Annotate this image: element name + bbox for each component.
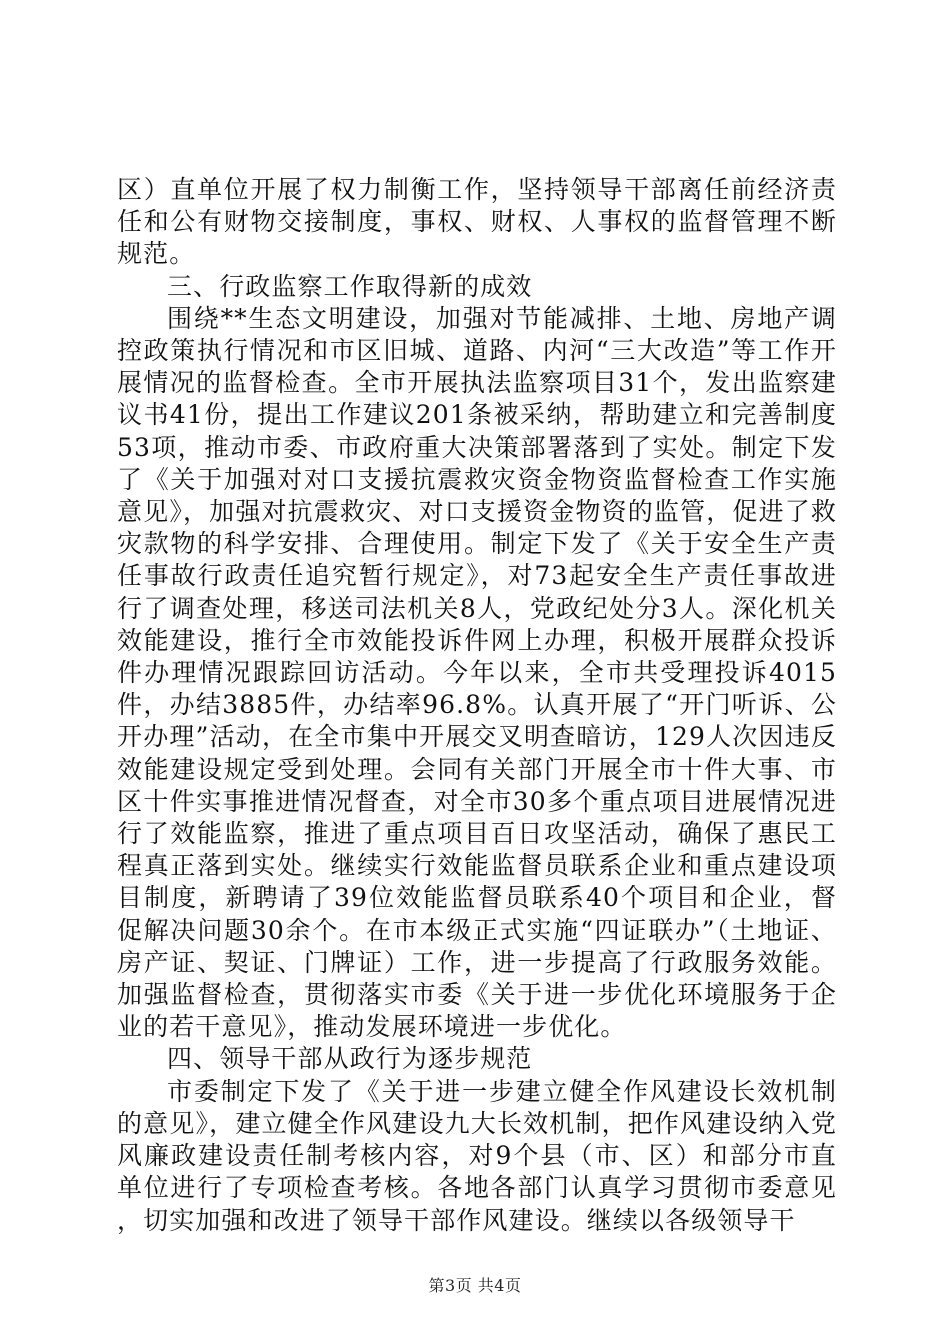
section-heading-3: 三、行政监察工作取得新的成效 bbox=[167, 271, 533, 301]
paragraph-continuation: 区）直单位开展了权力制衡工作，坚持领导干部离任前经济责任和公有财物交接制度，事权、财权、人事权的监督管理不断规范。 bbox=[117, 175, 837, 269]
document-body bbox=[117, 174, 837, 1237]
paragraph-administrative-supervision: 围绕**生态文明建设，加强对节能减排、土地、房地产调控政策执行情况和市区旧城、道路、内河“三大改造”等工作开展情况的监督检查。全市开展执法监察项目31个，发出监察建议书41份，提出工作建议201条被采纳，帮助建立和完善制度53项，推动市委、市政府重大决策部署落到了实处。制定下发了《关于加强对对口支援抗震救灾资金物资监督检查工作实施意见》，加强对抗震救灾、对口支援资金物资的监管，促进了救灾款物的科学安排、合理使用。制定下发了《关于安全生产责任事故行政责任追究暂行规定》，对73起安全生产责任事故进行了调查处理，移送司法机关8人，党政纪处分3人。深化机关效能建设，推行全市效能投诉件网上办理，积极开展群众投诉件办理情况跟踪回访活动。今年以来，全市共受理投诉4015件，办结3885件，办结率96.8%。认真开展了“开门听诉、公开办理”活动，在全市集中开展交叉明查暗访，129人次因违反效能建设规定受到处理。会同有关部门开展全市十件大事、市区十件实事推进情况督查，对全市30多个重点项目进展情况进行了效能监察，推进了重点项目百日攻坚活动，确保了惠民工程真正落到实处。继续实行效能监督员联系企业和重点建设项目制度，新聘请了39位效能监督员联系40个项目和企业，督促解决问题30余个。在市本级正式实施“四证联办”（土地证、房产证、契证、门牌证）工作，进一步提高了行政服务效能。加强监督检查，贯彻落实市委《关于进一步优化环境服务于企业的若干意见》，推动发展环境进一步优化。 bbox=[117, 303, 837, 1042]
page-footer: 第3页 共4页 bbox=[428, 1276, 522, 1295]
paragraph-leadership-conduct: 市委制定下发了《关于进一步建立健全作风建设长效机制的意见》，建立健全作风建设九大长效机制，把作风建设纳入党风廉政建设责任制考核内容，对9个县（市、区）和部分市直单位进行了专项检查考核。各地各部门认真学习贯彻市委意见，切实加强和改进了领导干部作风建设。继续以各级领导干 bbox=[117, 1076, 837, 1235]
section-heading-4: 四、领导干部从政行为逐步规范 bbox=[167, 1044, 533, 1074]
